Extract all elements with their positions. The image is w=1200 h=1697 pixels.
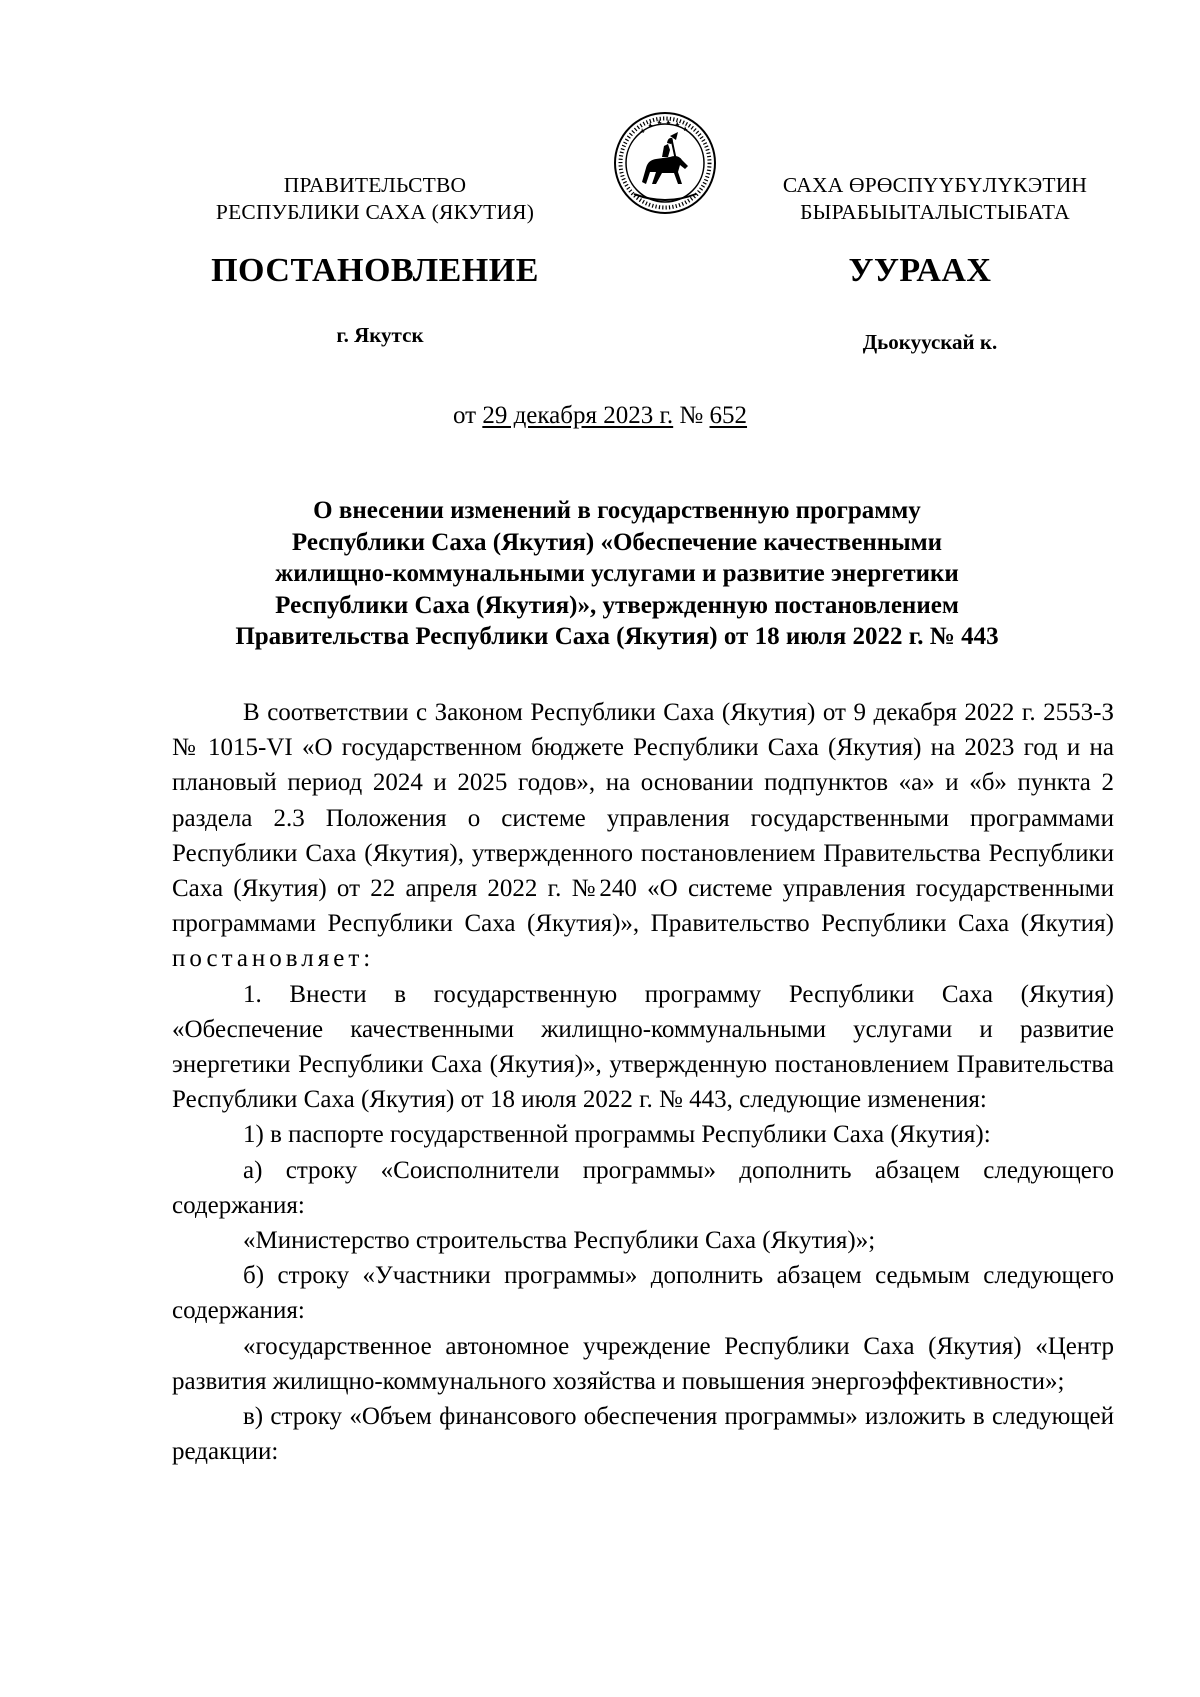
title-line-2: Республики Саха (Якутия) «Обеспечение качественными (291, 528, 943, 556)
title-line-3: жилищно-коммунальными услугами и развитие энергетики (275, 560, 959, 588)
date-prefix: от (452, 402, 483, 429)
issuer-line-1: ПРАВИТЕЛЬСТВО (283, 173, 467, 197)
document-number: 652 (709, 402, 748, 429)
preamble-text: В соответствии с Законом Республики Саха (Якутия) от 9 декабря 2022 г. 2553-З № 1015-VI «О государственном бюджете Республики Саха (Якутия) на 2023 год и на плановый период 2024 и 2025 годов», на основании подпунктов «а» и «б» пункта 2 раздела 2.3 Положения о системе управления государственными программами Республики Саха (Якутия), утвержденного постановлением Правительства Республики Саха (Якутия) от 22 апреля 2022 г. №240 «О системе управления государственными программами Республики Саха (Якутия)», Правительство Республики Саха (Якутия) (172, 699, 1114, 938)
body-paragraph: «Министерство строительства Республики Саха (Якутия)»; (243, 1227, 876, 1255)
document-type-russian: ПОСТАНОВЛЕНИЕ (211, 252, 539, 289)
issuer-yakut-line-2: БЫРАБЫЫТАЛЫСТЫБАТА (800, 200, 1070, 224)
title-line-5: Правительства Республики Саха (Якутия) от 18 июля 2022 г. № 443 (235, 623, 999, 651)
document-date: 29 декабря 2023 г. (482, 402, 674, 429)
body-paragraph: «государственное автономное учреждение Республики Саха (Якутия) «Центр развития жилищно-коммунального хозяйства и повышения энергоэффективности»; (172, 1332, 1114, 1395)
body-paragraph: в) строку «Объем финансового обеспечения программы» изложить в следующей редакции: (172, 1403, 1114, 1466)
yakutia-coat-of-arms-icon (612, 110, 718, 216)
document-date-number (0, 402, 1200, 430)
title-line-4: Республики Саха (Якутия)», утвержденную постановлением (275, 591, 959, 619)
document-body (172, 695, 1114, 1469)
body-paragraph (172, 695, 1114, 977)
number-sign: № (673, 402, 710, 429)
body-paragraph: 1) в паспорте государственной программы Республики Саха (Якутия): (243, 1121, 991, 1149)
body-paragraph: а) строку «Соисполнители программы» дополнить абзацем следующего содержания: (172, 1156, 1114, 1219)
issuer-line-2: РЕСПУБЛИКИ САХА (ЯКУТИЯ) (215, 200, 535, 224)
city-yakut: Дьокуускай к. (862, 330, 998, 354)
document-type-yakut: УУРААХ (848, 252, 992, 289)
body-paragraph: 1. Внести в государственную программу Республики Саха (Якутия) «Обеспечение качественными жилищно-коммунальными услугами и развитие энергетики Республики Саха (Якутия)», утвержденную постановлением Правительства Республики Саха (Якутия) от 18 июля 2022 г. № 443, следующие изменения: (172, 980, 1114, 1114)
document-title (172, 495, 1062, 653)
body-paragraph: б) строку «Участники программы» дополнить абзацем седьмым следующего содержания: (172, 1262, 1114, 1325)
issuer-name-russian (140, 172, 610, 226)
resolves-word: постановляет: (172, 945, 375, 973)
issuer-yakut-line-1: САХА ӨРӨСПҮҮБҮЛҮКЭТИН (782, 173, 1088, 197)
title-line-1: О внесении изменений в государственную программу (313, 497, 921, 524)
issuer-name-yakut (725, 172, 1145, 226)
city-russian: г. Якутск (336, 323, 424, 347)
